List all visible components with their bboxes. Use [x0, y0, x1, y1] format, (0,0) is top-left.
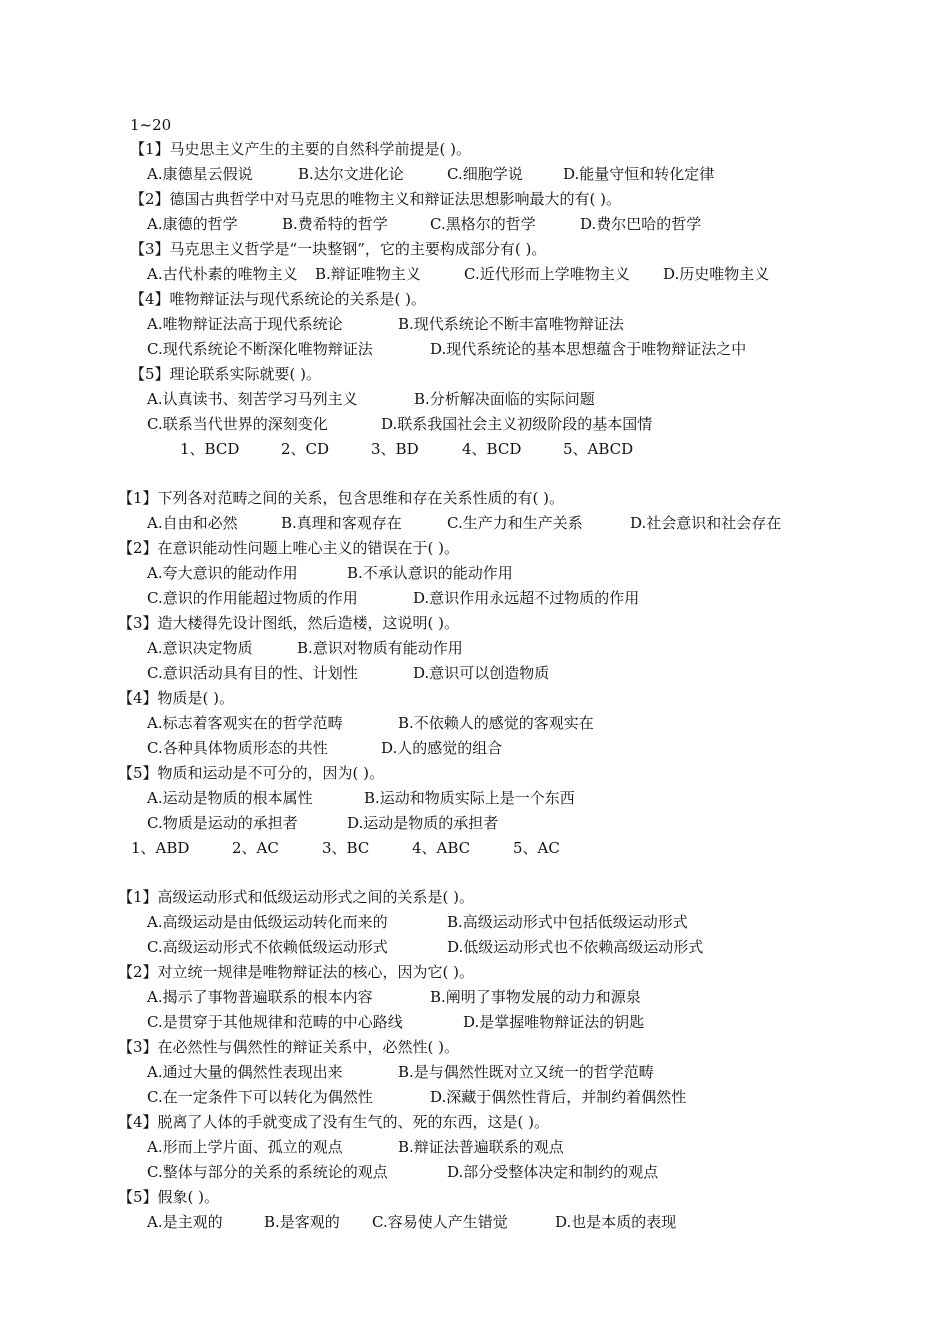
option: A.古代朴素的唯物主义 [147, 265, 298, 283]
option: D.联系我国社会主义初级阶段的基本国情 [381, 415, 653, 433]
option: D.是掌握唯物辩证法的钥匙 [463, 1013, 645, 1031]
question-stem: 【2】在意识能动性问题上唯心主义的错误在于( )。 [118, 539, 460, 557]
option: C.是贯穿于其他规律和范畴的中心路线 [147, 1013, 403, 1031]
option: C.联系当代世界的深刻变化 [147, 415, 328, 433]
option: B.是客观的 [264, 1213, 340, 1231]
option: B.意识对物质有能动作用 [297, 639, 463, 657]
option: B.达尔文进化论 [298, 165, 404, 183]
answer: 5、ABCD [563, 440, 634, 458]
option: A.是主观的 [147, 1213, 223, 1231]
range-label: 1~20 [130, 116, 172, 134]
option: A.标志着客观实在的哲学范畴 [147, 714, 343, 732]
option: A.自由和必然 [147, 514, 238, 532]
option: A.康德的哲学 [147, 215, 238, 233]
option: D.运动是物质的承担者 [347, 814, 499, 832]
option: A.意识决定物质 [147, 639, 253, 657]
option: A.夸大意识的能动作用 [147, 564, 298, 582]
answer: 4、BCD [462, 440, 522, 458]
option: B.费希特的哲学 [282, 215, 388, 233]
option: C.整体与部分的关系的系统论的观点 [147, 1163, 388, 1181]
option: C.现代系统论不断深化唯物辩证法 [147, 340, 373, 358]
option: C.近代形而上学唯物主义 [464, 265, 630, 283]
answer: 5、AC [513, 839, 560, 857]
option: C.在一定条件下可以转化为偶然性 [147, 1088, 373, 1106]
option: A.唯物辩证法高于现代系统论 [147, 315, 343, 333]
option: B.辩证法普遍联系的观点 [398, 1138, 564, 1156]
option: D.也是本质的表现 [555, 1213, 677, 1231]
answer: 2、AC [232, 839, 279, 857]
question-stem: 【1】马史思主义产生的主要的自然科学前提是( )。 [130, 140, 472, 158]
option: A.认真读书、刻苦学习马列主义 [147, 390, 358, 408]
option: B.不承认意识的能动作用 [347, 564, 513, 582]
option: B.辩证唯物主义 [315, 265, 421, 283]
option: A.形而上学片面、孤立的观点 [147, 1138, 343, 1156]
option: C.细胞学说 [447, 165, 523, 183]
option: C.各种具体物质形态的共性 [147, 739, 328, 757]
question-stem: 【4】唯物辩证法与现代系统论的关系是( )。 [130, 290, 427, 308]
option: B.现代系统论不断丰富唯物辩证法 [398, 315, 624, 333]
option: B.运动和物质实际上是一个东西 [364, 789, 575, 807]
option: D.能量守恒和转化定律 [563, 165, 715, 183]
option: C.意识的作用能超过物质的作用 [147, 589, 358, 607]
question-stem: 【2】德国古典哲学中对马克思的唯物主义和辩证法思想影响最大的有( )。 [130, 190, 622, 208]
option: B.真理和客观存在 [281, 514, 402, 532]
option: A.通过大量的偶然性表现出来 [147, 1063, 343, 1081]
option: B.分析解决面临的实际问题 [414, 390, 595, 408]
answer: 3、BD [371, 440, 419, 458]
question-stem: 【3】在必然性与偶然性的辩证关系中，必然性( )。 [118, 1038, 460, 1056]
answer: 2、CD [281, 440, 330, 458]
option: D.现代系统论的基本思想蕴含于唯物辩证法之中 [430, 340, 747, 358]
option: C.黑格尔的哲学 [430, 215, 536, 233]
option: B.阐明了事物发展的动力和源泉 [430, 988, 641, 1006]
question-stem: 【2】对立统一规律是唯物辩证法的核心，因为它( )。 [118, 963, 475, 981]
question-stem: 【4】脱离了人体的手就变成了没有生气的、死的东西，这是( )。 [118, 1113, 550, 1131]
option: C.意识活动具有目的性、计划性 [147, 664, 358, 682]
option: C.高级运动形式不依赖低级运动形式 [147, 938, 388, 956]
option: D.意识作用永远超不过物质的作用 [413, 589, 640, 607]
option: A.高级运动是由低级运动转化而来的 [147, 913, 388, 931]
option: C.容易使人产生错觉 [372, 1213, 508, 1231]
option: A.运动是物质的根本属性 [147, 789, 313, 807]
answer: 1、BCD [180, 440, 240, 458]
option: D.部分受整体决定和制约的观点 [447, 1163, 659, 1181]
question-stem: 【4】物质是( )。 [118, 689, 235, 707]
option: C.物质是运动的承担者 [147, 814, 298, 832]
option: A.揭示了事物普遍联系的根本内容 [147, 988, 373, 1006]
answer: 1、ABD [131, 839, 190, 857]
question-stem: 【3】造大楼得先设计图纸，然后造楼，这说明( )。 [118, 614, 460, 632]
option: B.高级运动形式中包括低级运动形式 [447, 913, 688, 931]
option: D.低级运动形式也不依赖高级运动形式 [447, 938, 704, 956]
option: A.康德星云假说 [147, 165, 253, 183]
option: B.是与偶然性既对立又统一的哲学范畴 [398, 1063, 654, 1081]
question-stem: 【1】下列各对范畴之间的关系，包含思维和存在关系性质的有( )。 [118, 489, 565, 507]
option: D.社会意识和社会存在 [630, 514, 782, 532]
option: D.意识可以创造物质 [413, 664, 550, 682]
option: D.人的感觉的组合 [381, 739, 503, 757]
question-stem: 【5】理论联系实际就要( )。 [130, 365, 322, 383]
answer: 3、BC [322, 839, 370, 857]
question-stem: 【5】物质和运动是不可分的，因为( )。 [118, 764, 385, 782]
option: B.不依赖人的感觉的客观实在 [398, 714, 594, 732]
answer: 4、ABC [412, 839, 471, 857]
question-stem: 【5】假象( )。 [118, 1188, 220, 1206]
option: D.历史唯物主义 [663, 265, 770, 283]
option: D.深藏于偶然性背后，并制约着偶然性 [430, 1088, 687, 1106]
question-stem: 【1】高级运动形式和低级运动形式之间的关系是( )。 [118, 888, 475, 906]
question-stem: 【3】马克思主义哲学是“一块整钢”，它的主要构成部分有( )。 [130, 240, 547, 258]
option: C.生产力和生产关系 [447, 514, 583, 532]
option: D.费尔巴哈的哲学 [580, 215, 702, 233]
